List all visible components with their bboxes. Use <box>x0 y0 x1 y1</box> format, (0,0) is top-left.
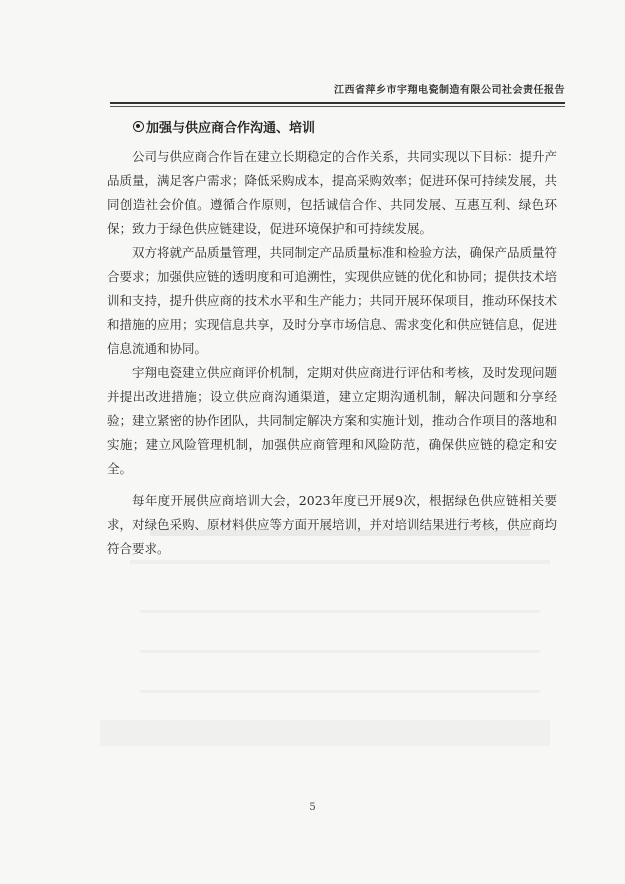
paragraph: 宇翔电瓷建立供应商评价机制，定期对供应商进行评估和考核，及时发现问题并提出改进措施；设立供应商沟通渠道，建立定期沟通机制，解决问题和分享经验；建立紧密的协作团队，共同制定解决方案和实施计划，推动合作项目的落地和实施；建立风险管理机制，加强供应商管理和风险防范，确保供应链的稳定和安全。 <box>107 365 558 476</box>
scan-artifact <box>140 690 540 693</box>
scan-artifact <box>140 610 540 613</box>
scan-artifact <box>140 650 540 653</box>
paragraph: 公司与供应商合作旨在建立长期稳定的合作关系，共同实现以下目标：提升产品质量，满足客户需求；降低采购成本，提高采购效率；促进环保可持续发展，共同创造社会价值。遵循合作原则，包括诚信合作、共同发展、互惠互利、绿色环保；致力于绿色供应链建设，促进环境保护和可持续发展。 <box>107 149 558 236</box>
paragraph: 双方将就产品质量管理，共同制定产品质量标准和检验方法，确保产品质量符合要求；加强供应链的透明度和可追溯性，实现供应链的优化和协同；提供技术培训和支持，提升供应商的技术水平和生产能力；共同开展环保项目，推动环保技术和措施的应用；实现信息共享，及时分享市场信息、需求变化和供应链信息，促进信息流通和协同。 <box>107 245 558 356</box>
header-rule <box>110 102 565 104</box>
circled-bullet-icon <box>133 121 144 132</box>
page-number: 5 <box>309 802 316 813</box>
scan-artifact <box>100 720 550 746</box>
header-rule-thin <box>110 106 565 107</box>
paragraph: 每年度开展供应商培训大会，2023年度已开展9次，根据绿色供应链相关要求，对绿色采购、原材料供应等方面开展培训，并对培训结果进行考核，供应商均符合要求。 <box>107 493 558 556</box>
section-title-text: 加强与供应商合作沟通、培训 <box>146 121 316 136</box>
section-title <box>133 117 315 136</box>
report-header: 江西省萍乡市宇翔电瓷制造有限公司社会责任报告 <box>334 85 565 96</box>
body-text <box>107 145 557 561</box>
